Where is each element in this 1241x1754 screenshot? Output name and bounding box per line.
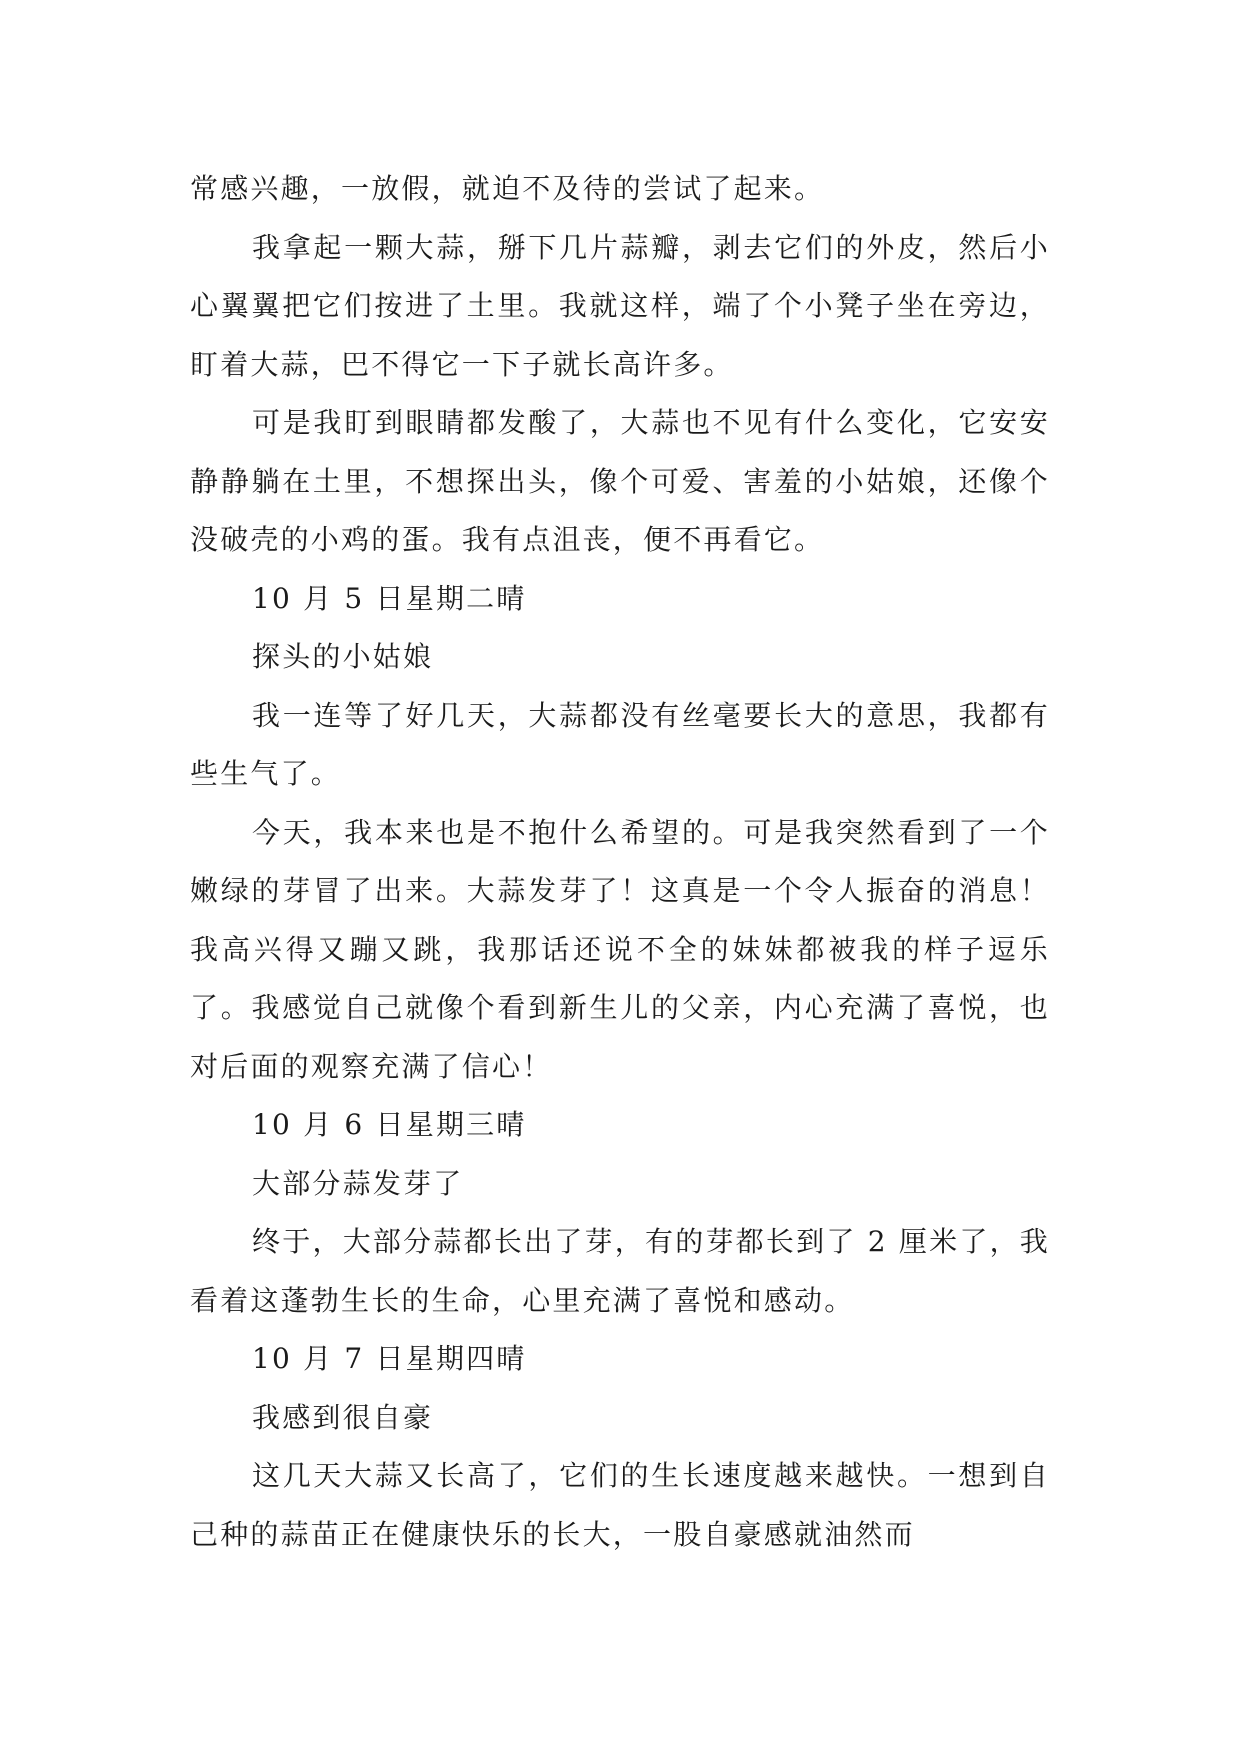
- diary-date-oct-7: 10 月 7 日星期四晴: [252, 1342, 527, 1375]
- paragraph-proud: 这几天大蒜又长高了，它们的生长速度越来越快。一想到自己种的蒜苗正在健康快乐的长大，一股自豪感就油然而: [190, 1459, 1050, 1551]
- paragraph-most-sprouted: 终于，大部分蒜都长出了芽，有的芽都长到了 2 厘米了，我看着这蓬勃生长的生命，心里充满了喜悦和感动。: [190, 1225, 1050, 1317]
- paragraph-waiting: 可是我盯到眼睛都发酸了，大蒜也不见有什么变化，它安安静静躺在土里，不想探出头，像个可爱、害羞的小姑娘，还像个没破壳的小鸡的蛋。我有点沮丧，便不再看它。: [190, 406, 1050, 556]
- paragraph-impatient: 我一连等了好几天，大蒜都没有丝毫要长大的意思，我都有些生气了。: [190, 698, 1050, 790]
- document-body: [190, 160, 1050, 1564]
- diary-heading-oct-7: 我感到很自豪: [252, 1400, 434, 1434]
- diary-date-oct-5: 10 月 5 日星期二晴: [252, 581, 527, 615]
- paragraph-continuation: 常感兴趣，一放假，就迫不及待的尝试了起来。: [190, 172, 825, 205]
- paragraph-sprouting: 今天，我本来也是不抱什么希望的。可是我突然看到了一个嫩绿的芽冒了出来。大蒜发芽了！这真是一个令人振奋的消息！我高兴得又蹦又跳，我那话还说不全的妹妹都被我的样子逗乐了。我感觉自己就像个看到新生儿的父亲，内心充满了喜悦，也对后面的观察充满了信心！: [190, 815, 1050, 1083]
- diary-heading-oct-5: 探头的小姑娘: [252, 640, 434, 673]
- paragraph-planting: 我拿起一颗大蒜，掰下几片蒜瓣，剥去它们的外皮，然后小心翼翼把它们按进了土里。我就这样，端了个小凳子坐在旁边，盯着大蒜，巴不得它一下子就长高许多。: [190, 230, 1050, 381]
- diary-date-oct-6: 10 月 6 日星期三晴: [252, 1108, 527, 1141]
- diary-heading-oct-6: 大部分蒜发芽了: [252, 1166, 464, 1200]
